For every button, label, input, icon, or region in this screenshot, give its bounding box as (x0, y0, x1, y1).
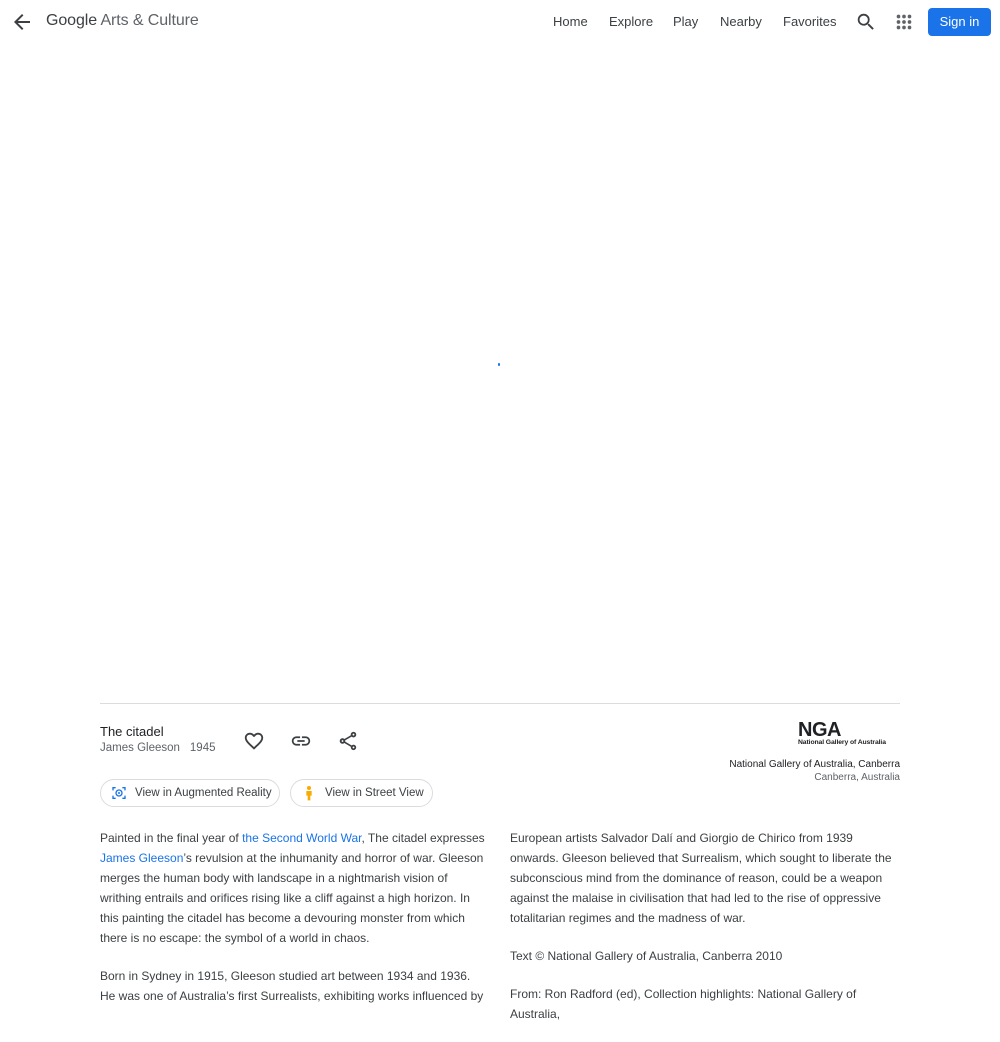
link-second-world-war[interactable]: the Second World War (242, 831, 362, 845)
description-paragraph (100, 828, 486, 948)
partner-logo-text: National Gallery of Australia (798, 739, 886, 746)
nav-play[interactable]: Play (673, 14, 699, 29)
view-in-ar-button[interactable] (100, 779, 280, 807)
view-in-ar-label: View in Augmented Reality (135, 787, 272, 799)
artwork-title: The citadel (100, 724, 164, 739)
artwork-artist[interactable]: James Gleeson (100, 742, 180, 754)
logo-arts-culture-text: Arts & Culture (97, 12, 199, 29)
description-paragraph: Born in Sydney in 1915, Gleeson studied art between 1934 and 1936. He was one of Australia’s first Surrealists, exhibiting works influenced by (100, 969, 484, 1003)
pegman-icon (301, 785, 317, 801)
loading-spinner (498, 363, 500, 366)
description-text: ’s revulsion at the inhumanity and horror of war. Gleeson merges the human body with landscape in a nightmarish vision of writhing entrails and orifices rising like a cliff against a high horizon. In this painting the citadel has become a devouring monster from which there is no escape: the symbol of a world in chaos. (100, 851, 484, 945)
source-citation: From: Ron Radford (ed), Collection highlights: National Gallery of Australia, (510, 987, 857, 1021)
description-paragraph: European artists Salvador Dalí and Giorgio de Chirico from 1939 onwards. Gleeson believed that Surrealism, which sought to liberate the subconscious mind from the dominance of reason, could be a weapon against the malaise in civilisation that had led to the rise of oppressive totalitarian regimes and the madness of war. (510, 831, 892, 925)
google-arts-culture-logo[interactable] (46, 12, 199, 30)
text-copyright: Text © National Gallery of Australia, Canberra 2010 (510, 949, 783, 963)
description-text: Painted in the final year of (100, 831, 243, 845)
description-left-column (100, 828, 486, 1024)
view-in-street-view-label: View in Street View (325, 787, 424, 799)
logo-google-text: Google (46, 12, 97, 29)
view-in-street-view-button[interactable] (290, 779, 433, 807)
top-app-bar (0, 0, 1000, 44)
nav-home[interactable]: Home (553, 14, 588, 29)
description-right-column (510, 828, 900, 1042)
sign-in-button[interactable]: Sign in (928, 8, 991, 36)
link-james-gleeson[interactable]: James Gleeson (100, 851, 184, 865)
partner-location: Canberra, Australia (814, 772, 900, 783)
nav-nearby[interactable]: Nearby (720, 14, 762, 29)
partner-logo-mark: NGA (798, 719, 841, 741)
partner-name[interactable]: National Gallery of Australia, Canberra (729, 759, 900, 770)
apps-grid-icon[interactable] (893, 11, 915, 33)
augmented-reality-icon (111, 785, 127, 801)
arrow-back-icon[interactable] (10, 10, 34, 34)
heart-icon[interactable] (243, 730, 265, 752)
nav-explore[interactable]: Explore (609, 14, 654, 29)
share-icon[interactable] (337, 730, 359, 752)
nav-favorites[interactable]: Favorites (783, 14, 837, 29)
artwork-meta (100, 742, 216, 754)
artwork-year: 1945 (189, 742, 216, 754)
artwork-viewer[interactable] (0, 44, 1000, 700)
description-text: , The citadel expresses (361, 831, 485, 845)
search-icon[interactable] (855, 11, 877, 33)
link-icon[interactable] (290, 730, 312, 752)
partner-logo[interactable] (798, 720, 900, 748)
divider (100, 703, 900, 704)
